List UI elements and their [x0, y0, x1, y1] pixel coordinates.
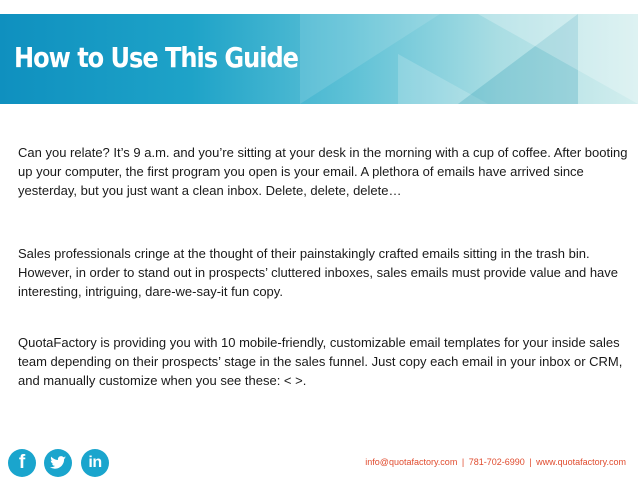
page-title: How to Use This Guide: [14, 41, 298, 74]
facebook-glyph: f: [18, 452, 26, 473]
twitter-icon[interactable]: [44, 449, 72, 477]
facebook-icon[interactable]: [8, 449, 36, 477]
footer-separator: |: [461, 457, 465, 467]
footer-contact: [365, 457, 626, 467]
quotafactory-paragraph: QuotaFactory is providing you with 10 mobile-friendly, customizable email templates for your inside sales team depending on their prospects’ stage in the sales funnel. Just copy each email in your inbox or CRM, and manually customize when you see these: < >.: [18, 335, 623, 388]
intro-paragraph: Can you relate? It’s 9 a.m. and you’re sitting at your desk in the morning with a cup of coffee. After booting up your computer, the first program you open is your email. A plethora of emails have arrived since yesterday, but you just want a clean inbox. Delete, delete, delete…: [18, 145, 628, 198]
sales-paragraph: Sales professionals cringe at the thought of their painstakingly crafted emails sitting in the trash bin. However, in order to stand out in prospects’ cluttered inboxes, sales emails must provide value and have interesting, intriguing, dare-we-say-it fun copy.: [18, 246, 619, 299]
twitter-bird-glyph: [50, 456, 66, 470]
footer-separator: |: [529, 457, 532, 467]
linkedin-icon[interactable]: [81, 449, 109, 477]
banner-facet: [478, 14, 638, 104]
linkedin-glyph: in: [88, 454, 102, 471]
footer-phone: 781-702-6990: [468, 457, 525, 467]
footer-email-link[interactable]: info@quotafactory.com: [365, 457, 458, 467]
footer-website-link[interactable]: www.quotafactory.com: [536, 457, 626, 467]
